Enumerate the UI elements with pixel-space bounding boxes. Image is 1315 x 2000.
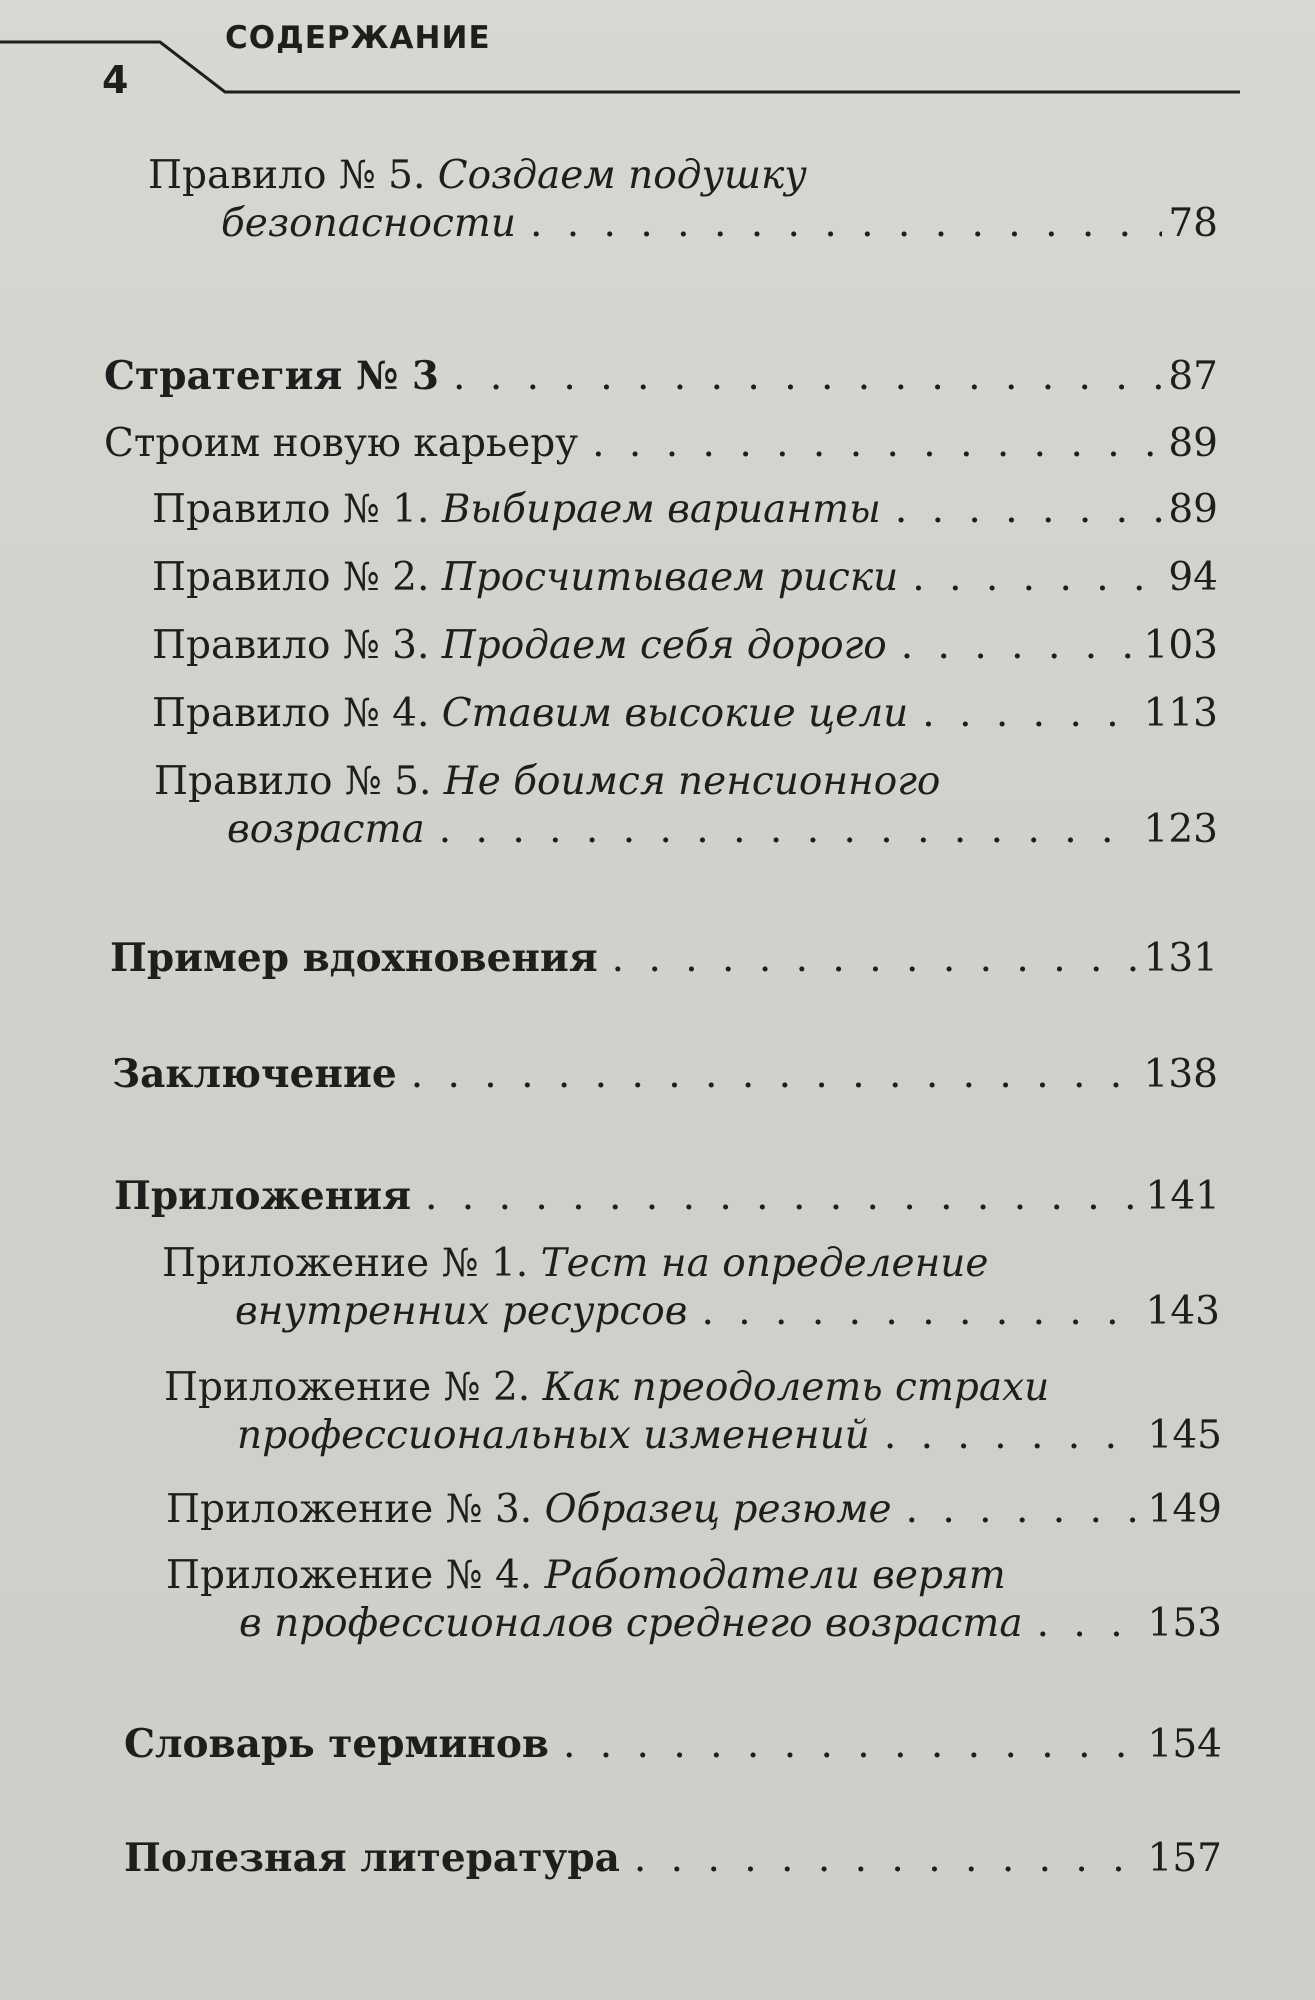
page-ref: 149 <box>1147 1487 1222 1532</box>
entry-title: Образец резюме <box>544 1487 892 1532</box>
entry-title-continued: внутренних ресурсов <box>235 1289 688 1334</box>
page-ref: 113 <box>1143 691 1218 736</box>
dot-leader <box>1037 1600 1142 1648</box>
page-ref: 89 <box>1168 421 1218 466</box>
toc-entry-rule4[interactable] <box>152 690 1218 738</box>
entry-title: Выбираем варианты <box>441 487 881 532</box>
page-ref: 154 <box>1147 1722 1222 1767</box>
entry-prefix: Правило № 4. <box>152 691 442 736</box>
dot-leader <box>592 420 1162 468</box>
dot-leader <box>895 486 1163 534</box>
toc-entry-appendices[interactable] <box>114 1172 1220 1221</box>
section-header-title: СОДЕРЖАНИЕ <box>225 20 491 56</box>
dot-leader <box>439 806 1138 854</box>
dot-leader <box>701 1288 1139 1336</box>
page-ref: 131 <box>1143 936 1218 981</box>
dot-leader <box>884 1412 1142 1460</box>
toc-entry-appendix-1[interactable] <box>162 1240 1220 1336</box>
toc-entry-glossary[interactable] <box>124 1720 1222 1769</box>
entry-title: Не боимся пенсионного <box>443 759 941 804</box>
entry-title: Как преодолеть страхи <box>542 1365 1050 1410</box>
toc-entry-rule5[interactable] <box>154 758 1218 854</box>
entry-prefix: Приложение № 4. <box>166 1553 545 1598</box>
toc-entry-rule3[interactable] <box>152 622 1218 670</box>
dot-leader <box>912 554 1162 602</box>
toc-entry-rule1[interactable] <box>152 486 1218 534</box>
dot-leader <box>530 200 1162 248</box>
entry-prefix: Приложение № 2. <box>164 1365 543 1410</box>
toc-entry-rule2[interactable] <box>152 554 1218 602</box>
toc-entry-rule5-cushion[interactable] <box>148 152 1218 248</box>
entry-prefix: Приложение № 1. <box>162 1241 541 1286</box>
toc-entry-inspiration[interactable] <box>110 934 1218 983</box>
entry-title: Тест на определение <box>540 1241 989 1286</box>
page-ref: 123 <box>1143 807 1218 852</box>
dot-leader <box>425 1173 1140 1221</box>
page-ref: 157 <box>1147 1836 1222 1881</box>
toc-entry-strategy-3[interactable] <box>104 352 1218 401</box>
entry-title-continued: профессиональных изменений <box>237 1413 870 1458</box>
page-ref: 141 <box>1145 1174 1220 1219</box>
entry-title: Работодатели верят <box>544 1553 1006 1598</box>
entry-title-continued: возраста <box>227 807 425 852</box>
page-number: 4 <box>102 58 129 102</box>
entry-title: Строим новую карьеру <box>104 421 579 466</box>
page-ref: 143 <box>1145 1289 1220 1334</box>
page-ref: 78 <box>1168 201 1218 246</box>
entry-prefix: Правило № 3. <box>152 623 442 668</box>
dot-leader <box>634 1835 1142 1883</box>
toc-entry-conclusion[interactable] <box>112 1050 1218 1099</box>
dot-leader <box>563 1721 1142 1769</box>
entry-title: Полезная литература <box>124 1835 620 1881</box>
dot-leader <box>906 1486 1142 1534</box>
page-ref: 145 <box>1147 1413 1222 1458</box>
toc-entry-appendix-3[interactable] <box>166 1486 1222 1534</box>
page-ref: 103 <box>1143 623 1218 668</box>
entry-prefix: Правило № 5. <box>154 759 444 804</box>
page-ref: 138 <box>1143 1052 1218 1097</box>
page-ref: 153 <box>1147 1601 1222 1646</box>
entry-prefix: Правило № 2. <box>152 555 442 600</box>
dot-leader <box>453 353 1162 401</box>
entry-title: Словарь терминов <box>124 1721 549 1767</box>
header-rule <box>0 0 1315 110</box>
dot-leader <box>411 1051 1138 1099</box>
entry-prefix: Правило № 1. <box>152 487 442 532</box>
entry-title: Приложения <box>114 1173 412 1219</box>
dot-leader <box>901 622 1138 670</box>
entry-title: Создаем подушку <box>437 153 807 198</box>
entry-title: Заключение <box>112 1051 397 1097</box>
page-ref: 87 <box>1168 354 1218 399</box>
dot-leader <box>922 690 1137 738</box>
page-ref: 89 <box>1168 487 1218 532</box>
entry-title-continued: в профессионалов среднего возраста <box>239 1601 1023 1646</box>
page-ref: 94 <box>1168 555 1218 600</box>
entry-title: Ставим высокие цели <box>441 691 909 736</box>
entry-title: Стратегия № 3 <box>104 353 440 399</box>
toc-entry-new-career[interactable] <box>104 420 1218 468</box>
entry-title-continued: безопасности <box>221 201 516 246</box>
toc-entry-literature[interactable] <box>124 1834 1222 1883</box>
toc-entry-appendix-4[interactable] <box>166 1552 1222 1648</box>
dot-leader <box>612 935 1138 983</box>
entry-title: Пример вдохновения <box>110 935 598 981</box>
toc-entry-appendix-2[interactable] <box>164 1364 1222 1460</box>
entry-prefix: Приложение № 3. <box>166 1487 545 1532</box>
entry-title: Продаем себя дорого <box>441 623 887 668</box>
entry-title: Просчитываем риски <box>441 555 899 600</box>
entry-prefix: Правило № 5. <box>148 153 438 198</box>
